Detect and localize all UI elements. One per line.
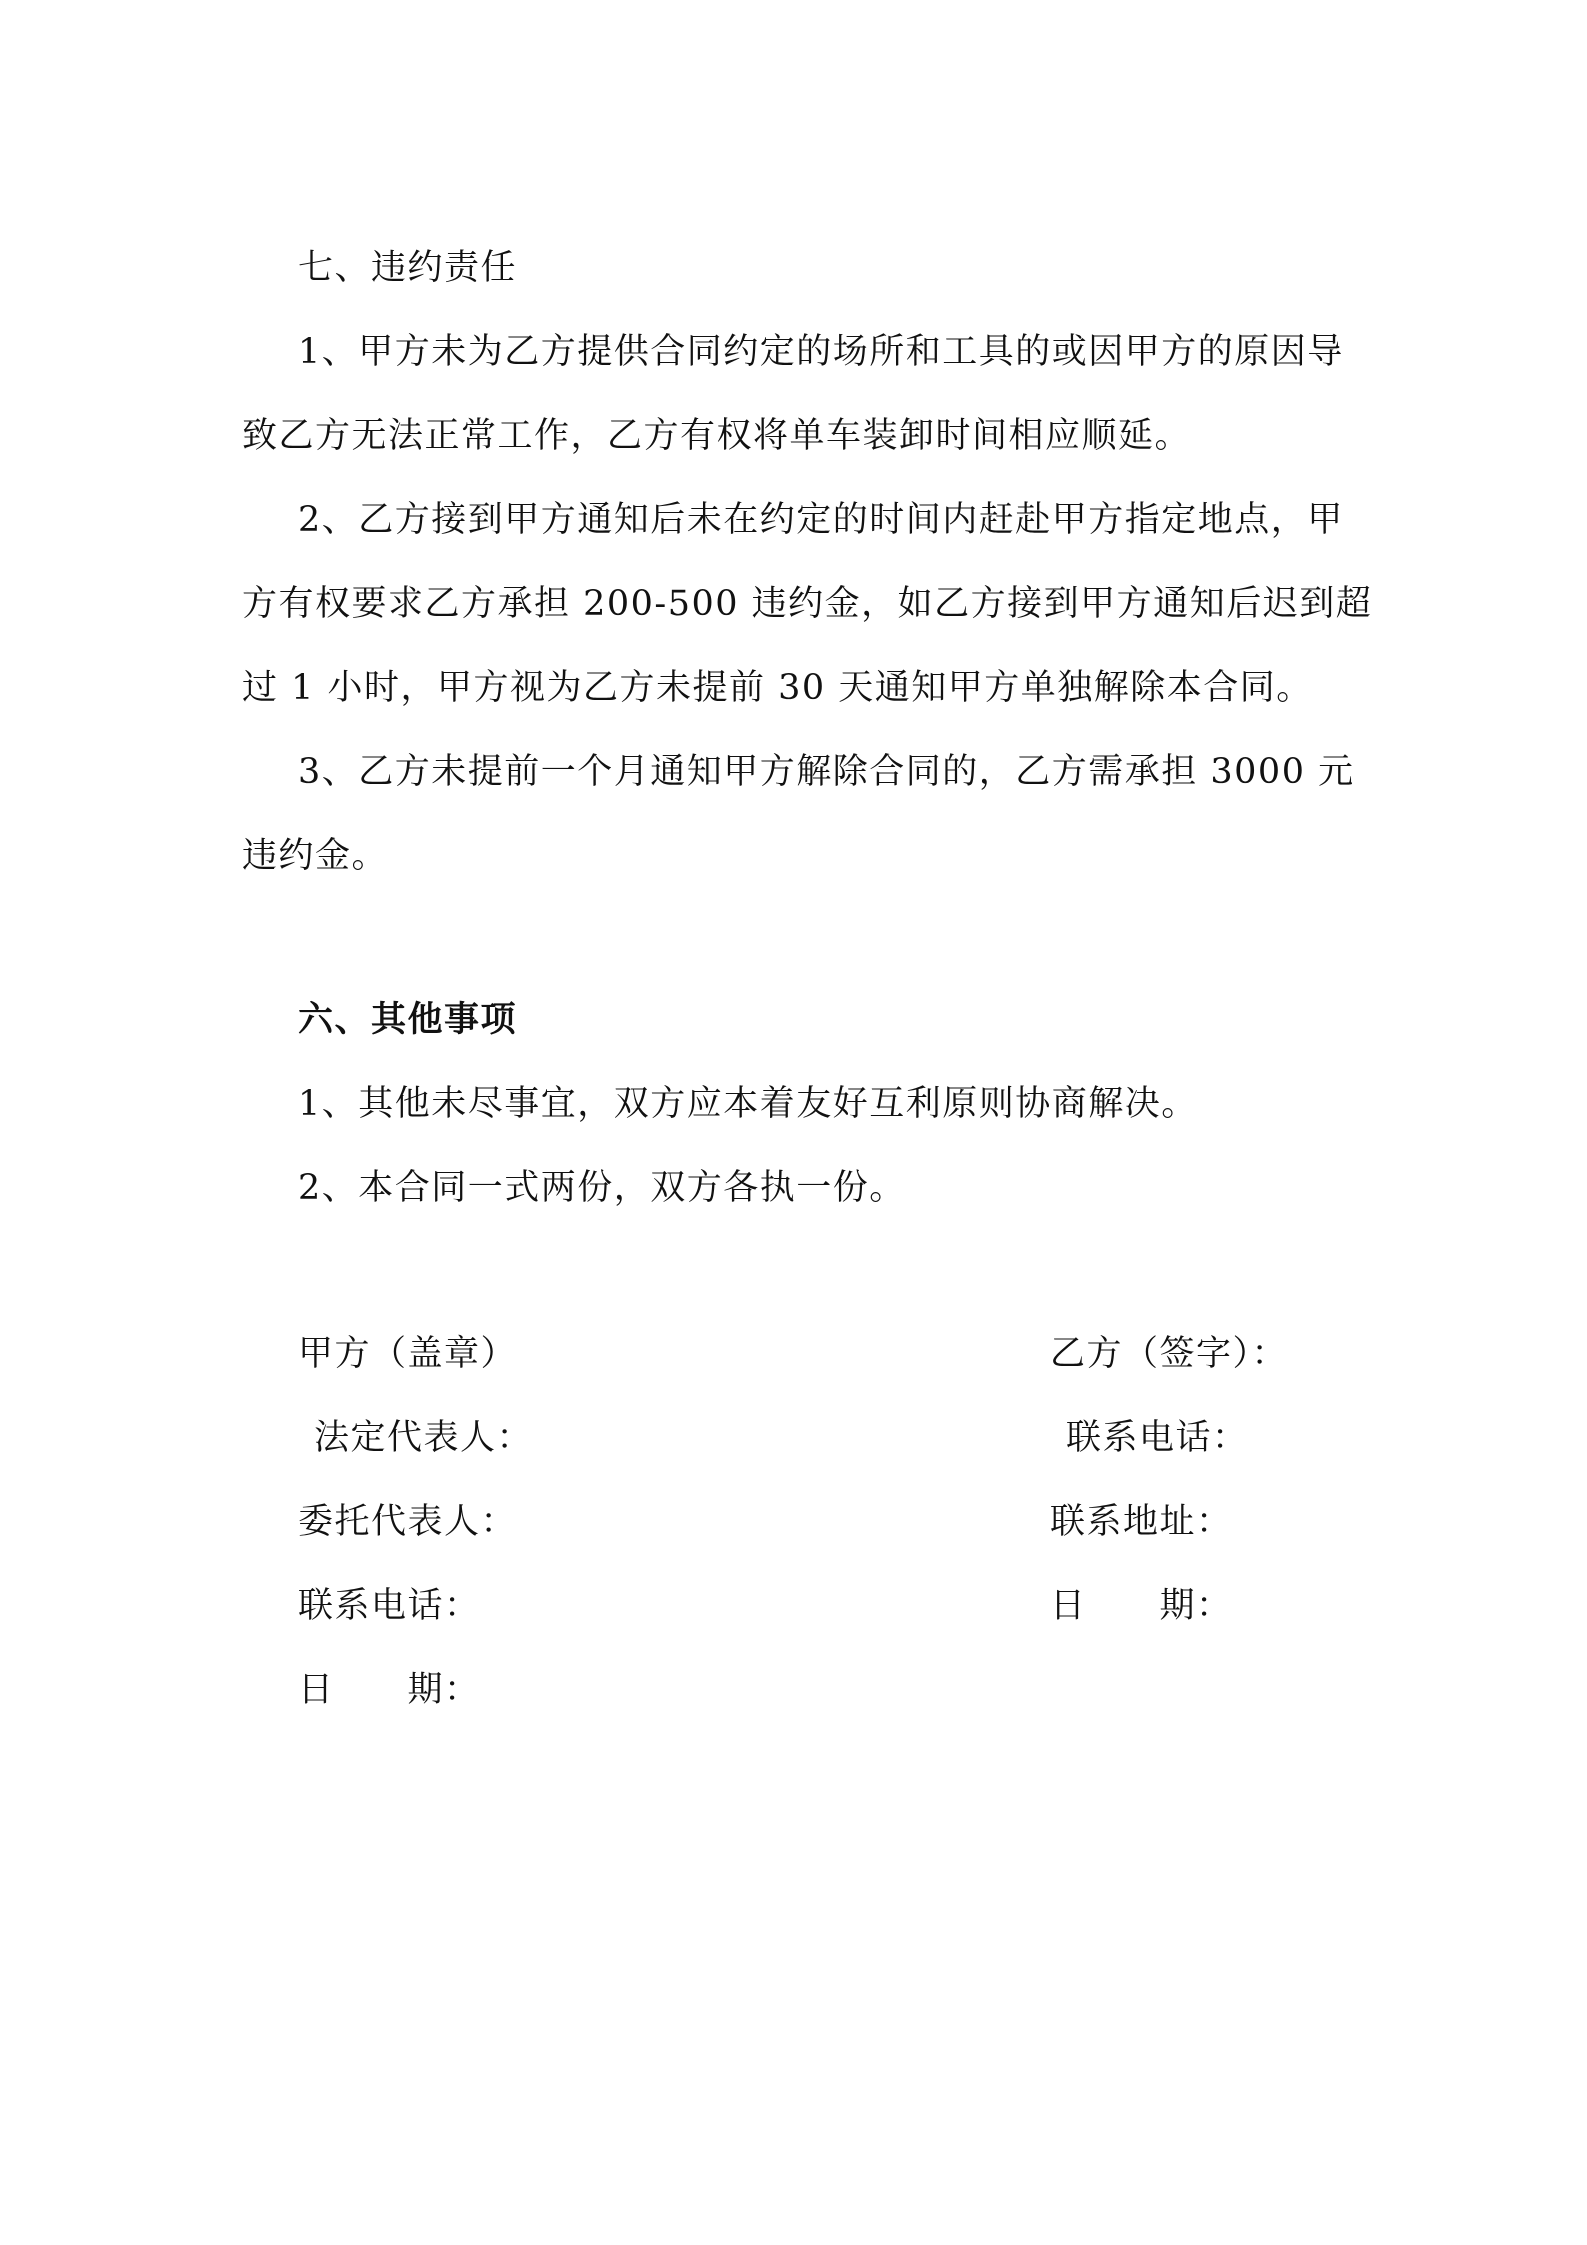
breach-item-1-line-2: 致乙方无法正常工作，乙方有权将单车装卸时间相应顺延。	[242, 416, 1192, 456]
party-a-date: 日 期：	[298, 1670, 481, 1710]
party-a-legal-representative: 法定代表人：	[314, 1418, 534, 1458]
breach-item-2-line-1: 2、乙方接到甲方通知后未在约定的时间内赶赴甲方指定地点，甲	[298, 500, 1344, 540]
section-heading-breach: 七、违约责任	[298, 248, 518, 288]
breach-item-3-line-1: 3、乙方未提前一个月通知甲方解除合同的，乙方需承担 3000 元	[298, 752, 1355, 792]
party-a-agent: 委托代表人：	[298, 1502, 518, 1542]
breach-item-3-line-2: 违约金。	[242, 836, 389, 876]
party-a-title: 甲方（盖章）	[298, 1334, 518, 1374]
breach-item-1-line-1: 1、甲方未为乙方提供合同约定的场所和工具的或因甲方的原因导	[298, 332, 1344, 372]
other-item-1: 1、其他未尽事宜，双方应本着友好互利原则协商解决。	[298, 1084, 1198, 1124]
other-item-2: 2、本合同一式两份，双方各执一份。	[298, 1168, 906, 1208]
breach-item-2-line-3: 过 1 小时，甲方视为乙方未提前 30 天通知甲方单独解除本合同。	[242, 668, 1313, 708]
section-heading-other-matters: 六、其他事项	[298, 999, 518, 1040]
party-b-phone: 联系电话：	[1066, 1418, 1249, 1458]
party-a-phone: 联系电话：	[298, 1586, 481, 1626]
party-b-address: 联系地址：	[1050, 1502, 1233, 1542]
breach-item-2-line-2: 方有权要求乙方承担 200-500 违约金，如乙方接到甲方通知后迟到超	[242, 584, 1373, 624]
party-b-date: 日 期：	[1050, 1586, 1233, 1626]
party-b-title: 乙方（签字）：	[1050, 1334, 1289, 1374]
